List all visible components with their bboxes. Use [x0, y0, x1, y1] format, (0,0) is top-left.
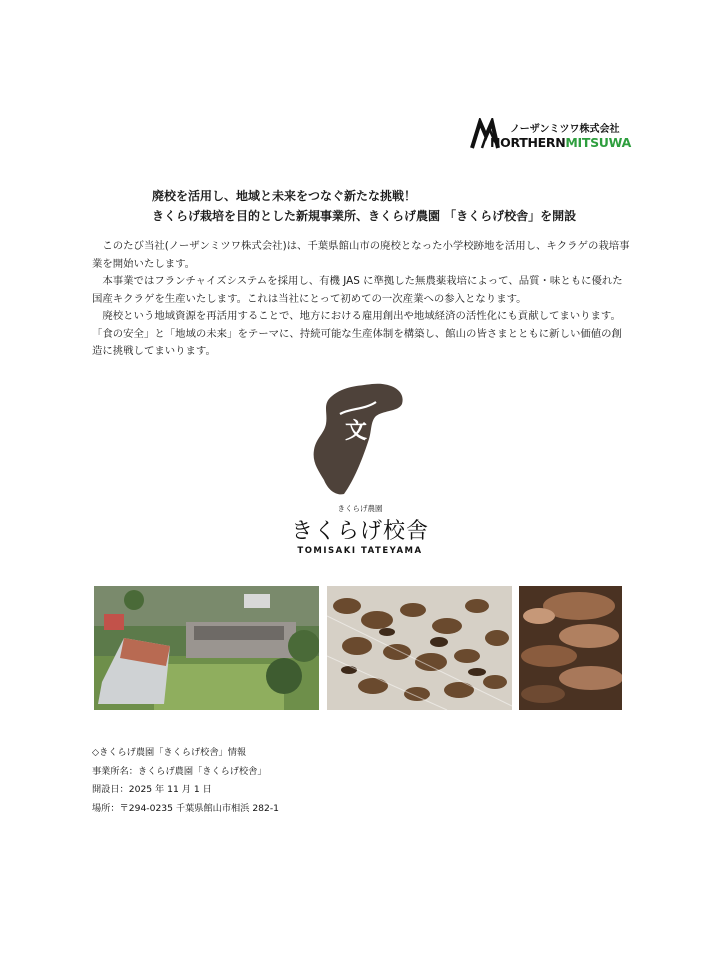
info-address: 場所：〒294-0235 千葉県館山市相浜 282-1 [92, 802, 280, 814]
fresh-kikurage-photo [519, 586, 622, 710]
company-logo [470, 118, 630, 154]
headline-line-1: 廃校を活用し、地域と未来をつなぐ新たな挑戦！ [152, 189, 417, 203]
body-text [92, 238, 632, 361]
company-name-en [490, 135, 631, 150]
farm-logo-name-jp: きくらげ校舎 [290, 519, 429, 544]
aerial-school-photo [94, 586, 319, 710]
farm-logo-glyph: 文 [345, 419, 368, 444]
farm-logo-name-en: TOMISAKI TATEYAMA [297, 546, 423, 556]
body-paragraph-1: このたび当社(ノーザンミツワ株式会社)は、千葉県館山市の廃校となった小学校跡地を活用し、キクラゲの栽培事業を開始いたします。 [92, 240, 630, 270]
dried-kikurage-photo [327, 586, 512, 710]
facility-info [92, 744, 279, 818]
farm-logo-small-label: きくらげ農園 [337, 504, 383, 513]
body-paragraph-4: 「食の安全」と「地域の未来」をテーマに、持続可能な生産体制を構築し、館山の皆さまとともに新しい価値の創造に挑戦してまいります。 [92, 327, 622, 357]
company-name-en-northern: NORTHERN [490, 135, 566, 150]
company-name-jp: ノーザンミツワ株式会社 [510, 124, 620, 135]
headline-line-2: きくらげ栽培を目的とした新規事業所、きくらげ農園 「きくらげ校舎」を開設 [152, 209, 577, 223]
company-name-en-mitsuwa: MITSUWA [565, 135, 631, 150]
headline [152, 186, 592, 226]
mushroom-silhouette-icon [310, 380, 410, 500]
info-title: ◇きくらげ農園「きくらげ校舎」情報 [92, 747, 247, 758]
body-paragraph-3: 廃校という地域資源を再活用することで、地方における雇用創出や地域経済の活性化にも貢献してまいります。 [102, 310, 621, 322]
farm-logo [270, 380, 450, 570]
body-paragraph-2: 本事業ではフランチャイズシステムを採用し、有機 JAS に準拠した無農薬栽培によって、品質・味ともに優れた国産キクラゲを生産いたします。これは当社にとって初めての一次産業への参入となります。 [92, 275, 623, 305]
info-facility-name: 事業所名：きくらげ農園「きくらげ校舎」 [92, 765, 267, 777]
info-opening-date: 開設日：2025 年 11 月 1 日 [92, 784, 212, 795]
